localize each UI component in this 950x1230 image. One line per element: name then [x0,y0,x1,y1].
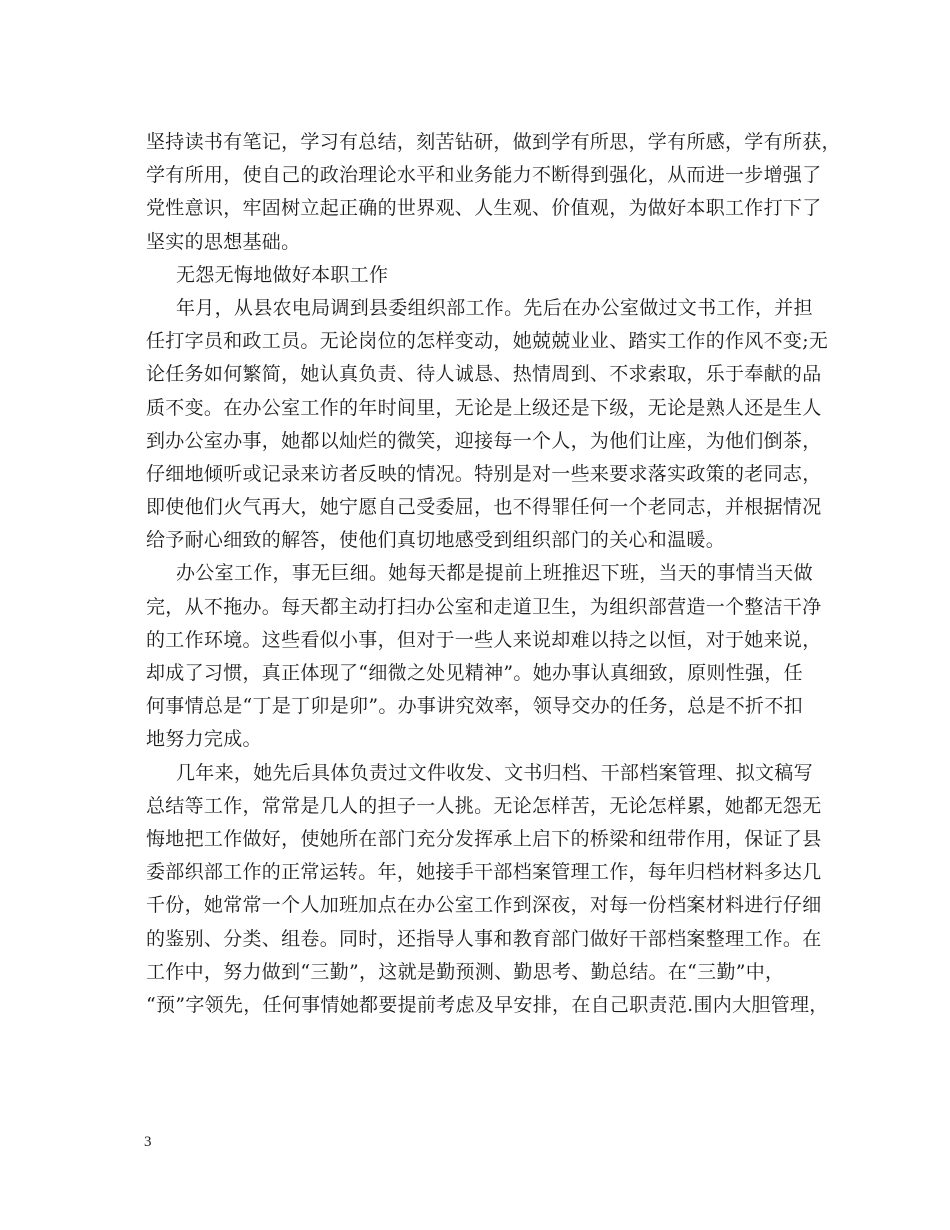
text-line: 坚持读书有笔记，学习有总结，刻苦钻研，做到学有所思，学有所感，学有所获， [146,131,841,153]
text-line: 工作中，努力做到“三勤”，这就是勤预测、勤思考、勤总结。在“三勤”中， [146,960,785,983]
text-line: 千份，她常常一个人加班加点在办公室工作到深夜，对每一份档案材料进行仔细 [146,894,822,917]
text-line: 坚实的思想基础。 [146,230,301,253]
text-line: 即使他们火气再大，她宁愿自己受委屈，也不得罪任何一个老同志，并根据情况 [146,496,822,519]
text-line: 党性意识，牢固树立起正确的世界观、人生观、价值观，为做好本职工作打下了 [146,197,822,220]
text-line: 办公室工作，事无巨细。她每天都是提前上班推迟下班，当天的事情当天做 [176,562,813,585]
text-line: 几年来，她先后具体负责过文件收发、文书归档、干部档案管理、拟文稿写 [176,761,813,784]
text-line: 完，从不拖办。每天都主动打扫办公室和走道卫生，为组织部营造一个整洁干净 [146,595,822,618]
body-text [146,126,841,1022]
text-line: 何事情总是“丁是丁卯是卯”。办事讲究效率，领导交办的任务，总是不折不扣 [146,695,803,718]
text-line: 到办公室办事，她都以灿烂的微笑，迎接每一个人，为他们让座，为他们倒茶， [146,429,822,452]
text-line: 仔细地倾听或记录来访者反映的情况。特别是对一些来要求落实政策的老同志， [146,462,822,485]
text-line: 质不变。在办公室工作的年时间里，无论是上级还是下级，无论是熟人还是生人 [146,396,822,419]
text-line: “预”字领先，任何事情她都要提前考虑及早安排，在自己职责范.围内大胆管理， [146,993,829,1016]
text-line: 无怨无悔地做好本职工作 [176,263,389,286]
text-line: 的工作环境。这些看似小事，但对于一些人来说却难以持之以恒，对于她来说， [146,628,822,651]
text-line: 任打字员和政工员。无论岗位的怎样变动，她兢兢业业、踏实工作的作风不变;无 [146,330,829,353]
text-line: 给予耐心细致的解答，使他们真切地感受到组织部门的关心和温暖。 [146,529,726,552]
text-line: 总结等工作，常常是几人的担子一人挑。无论怎样苦，无论怎样累，她都无怨无 [146,794,822,817]
text-line: 悔地把工作做好，使她所在部门充分发挥承上启下的桥梁和纽带作用，保证了县 [146,827,822,850]
text-line: 却成了习惯，真正体现了“细微之处见精神”。她办事认真细致，原则性强，任 [146,662,803,684]
text-line: 论任务如何繁简，她认真负责、待人诚恳、热情周到、不求索取，乐于奉献的品 [146,363,822,386]
text-line: 的鉴别、分类、组卷。同时，还指导人事和教育部门做好干部档案整理工作。在 [146,927,822,950]
text-line: 委部织部工作的正常运转。年，她接手干部档案管理工作，每年归档材料多达几 [146,861,822,884]
text-line: 地努力完成。 [146,728,262,751]
text-line: 学有所用，使自己的政治理论水平和业务能力不断得到强化，从而进一步增强了 [146,164,822,187]
text-line: 年月，从县农电局调到县委组织部工作。先后在办公室做过文书工作，并担 [176,296,813,319]
page-number: 3 [144,1134,152,1150]
